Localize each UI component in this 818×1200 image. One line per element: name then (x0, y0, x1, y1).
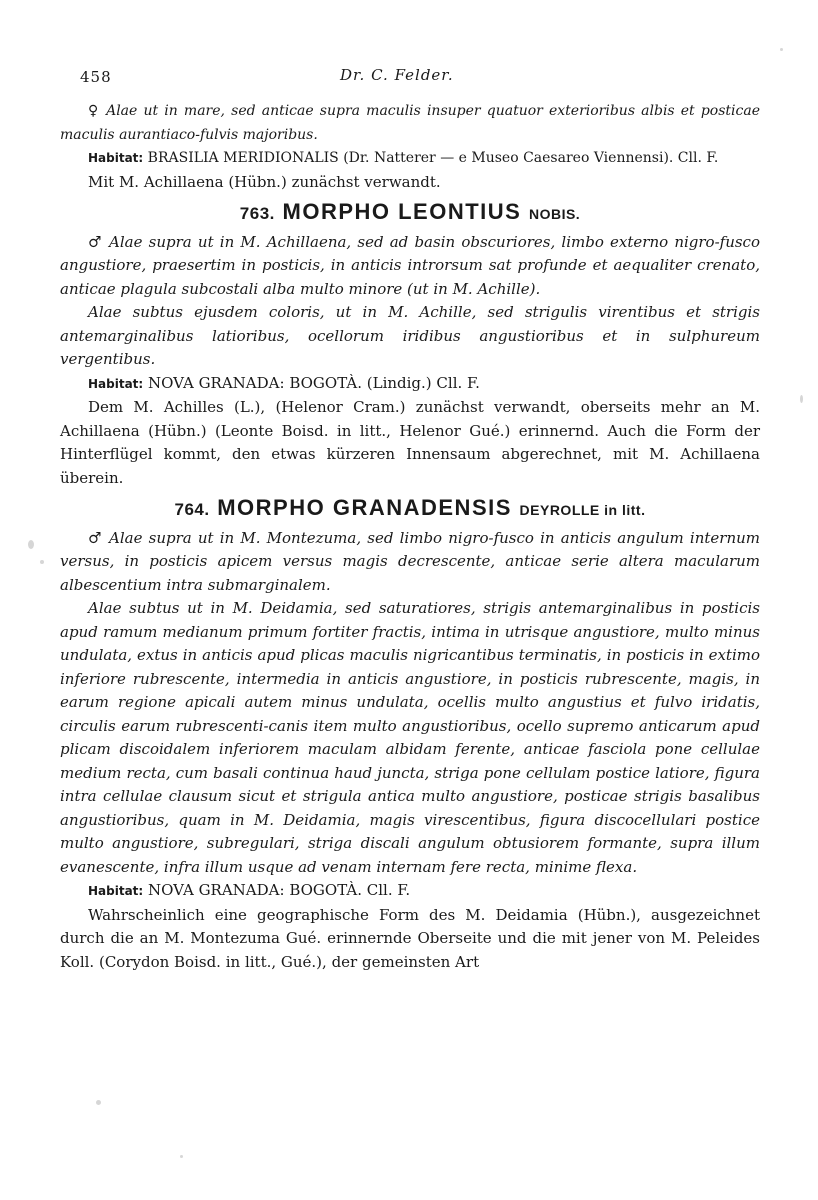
note-764: Wahrscheinlich eine geographische Form des M. Deidamia (Hübn.), ausgezeichnet durch die an M. Montezuma Gué. erinnernde Oberseite und die mit jener von M. Peleides Koll. (Corydon Boisd. in litt., Gué.), der gemeinsten Art (60, 905, 760, 971)
prev-note: Mit M. Achillaena (Hübn.) zunächst verwandt. (88, 172, 441, 191)
note-763: Dem M. Achilles (L.), (Helenor Cram.) zunächst verwandt, oberseits mehr an M. Achillaena (Hübn.) (Leonte Boisd. in litt., Helenor Gué.) erinnernd. Auch die Form der Hinterflügel kommt, den etwas kürzeren Innensaum abgerechnet, mit M. Achillaena überein. (60, 398, 760, 487)
species-number: 763. (239, 204, 275, 223)
species-heading-763 (60, 200, 760, 227)
male-description-764: ♂ Alae supra ut in M. Montezuma, sed limbo nigro-fusco in anticis angulum internum versus, in posticis apicem versus magis decrescente, anticae serie altera macularum albescentium intra submarginalem. (60, 528, 760, 594)
scan-speck (28, 540, 34, 549)
habitat-label: Habitat: (88, 376, 144, 391)
page-body (60, 96, 760, 974)
habitat-764 (60, 879, 760, 904)
species-heading-764 (60, 496, 760, 523)
habitat-763 (60, 372, 760, 397)
scan-speck (780, 48, 783, 51)
habitat-text: NOVA GRANADA: BOGOTÀ. (Lindig.) Cll. F. (148, 373, 480, 392)
underside-description-764: Alae subtus ut in M. Deidamia, sed saturatiores, strigis antemarginalibus in posticis apud ramum medianum primum fortiter fractis, intima in utrisque angustiore, multo minus undulata, extus in anticis apud plicas maculis nigricantibus terminatis, in posticis in extimo inferiore rubrescente, intermedia in anticis angustiore, in posticis rubrescente, magis, in earum regione apicali autem minus undulata, ocellis multo angustius et fulvo iridatis, circulis earum rubrescenti-canis item multo angustioribus, ocello supremo anticarum apud plicam discoidalem inferiorem maculam albidam ferente, anticae fasciola pone cellulae medium recta, cum basali continua haud juncta, striga pone cellulam postice latiore, figura intra cellulae clausum sicut et strigula antica multo angustiore, posticae strigis basalibus angustioribus, quam in M. Deidamia, magis virescentibus, figura discocellulari postice multo angustiore, subregulari, striga discali angulum obtusiorem formante, supra illum evanescente, infra illum usque ad venam internam fere recta, minime flexa. (60, 599, 760, 876)
running-header-author: Dr. C. Felder. (340, 66, 454, 84)
page-number: 458 (80, 68, 112, 86)
prev-female-description: ♀ Alae ut in mare, sed anticae supra maculis insuper quatuor exterioribus albis et posticae maculis aurantiaco-fulvis majoribus. (60, 103, 760, 143)
species-author-tag: DEYROLLE in litt. (519, 502, 646, 518)
underside-description-763: Alae subtus ejusdem coloris, ut in M. Achille, sed strigulis virentibus et strigis antemarginalibus latioribus, ocellorum iridibus angustioribus et in sulphureum vergentibus. (60, 303, 760, 368)
scan-speck (800, 395, 803, 403)
species-author-tag: NOBIS. (528, 206, 581, 222)
prev-habitat (60, 147, 760, 171)
scan-speck (96, 1100, 101, 1105)
species-number: 764. (174, 500, 210, 519)
scan-speck (180, 1155, 183, 1158)
habitat-text: BRASILIA MERIDIONALIS (Dr. Natterer — e Museo Caesareo Viennensi). Cll. F. (147, 150, 719, 166)
habitat-label: Habitat: (88, 151, 144, 165)
male-description-763: ♂ Alae supra ut in M. Achillaena, sed ad basin obscuriores, limbo externo nigro-fusco angustiore, praesertim in posticis, in anticis introrsum sat profunde et aequaliter crenato, anticae plagula subcostali alba multo minore (ut in M. Achille). (60, 232, 760, 298)
species-title: MORPHO LEONTIUS (282, 199, 522, 224)
habitat-label: Habitat: (88, 884, 144, 898)
habitat-text: NOVA GRANADA: BOGOTÀ. Cll. F. (148, 881, 411, 899)
species-title: MORPHO GRANADENSIS (217, 495, 512, 520)
scan-speck (40, 560, 44, 564)
